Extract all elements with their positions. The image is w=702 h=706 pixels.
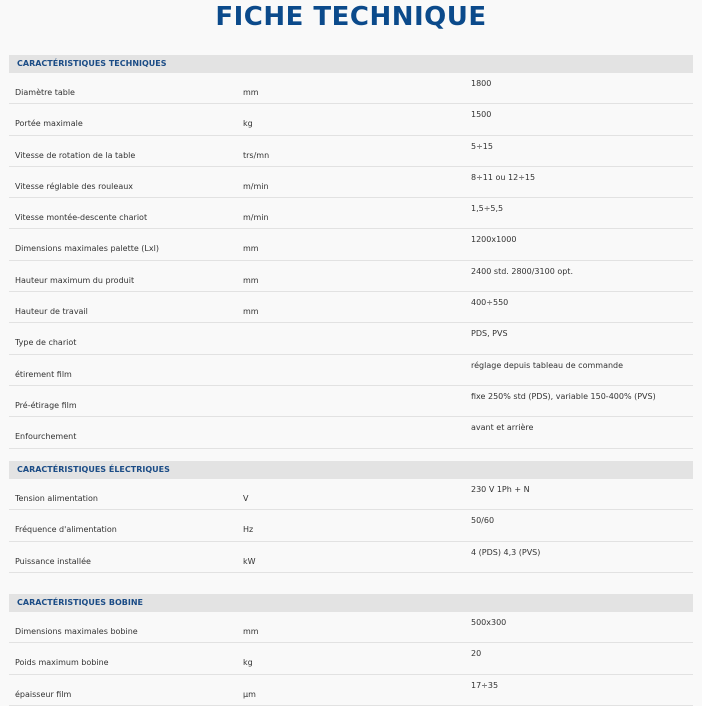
spec-label: étirement film [15, 369, 72, 379]
spec-unit: m/min [243, 213, 269, 223]
spec-unit: mm [243, 627, 259, 636]
spec-row [9, 229, 693, 260]
spec-value: 8÷11 ou 12÷15 [471, 172, 536, 182]
spec-value: réglage depuis tableau de commande [471, 360, 624, 370]
spec-label: Vitesse de rotation de la table [15, 150, 136, 160]
spec-value: avant et arrière [471, 423, 534, 433]
spec-row [9, 198, 693, 229]
spec-value: 5÷15 [471, 141, 493, 151]
spec-row [9, 675, 693, 706]
spec-label: Hauteur maximum du produit [15, 275, 135, 285]
spec-unit: mm [243, 244, 259, 254]
spec-value: 1500 [471, 110, 492, 120]
spec-value: 1200x1000 [471, 235, 517, 245]
spec-label: Vitesse réglable des rouleaux [15, 181, 134, 191]
spec-unit: m/min [243, 181, 269, 191]
spec-row [9, 261, 693, 292]
spec-value: 1800 [471, 79, 492, 88]
spec-label: épaisseur film [15, 689, 72, 699]
spec-row [9, 355, 693, 386]
spec-unit: kW [243, 556, 256, 566]
spec-value: 500x300 [471, 618, 507, 627]
spec-value: 17÷35 [471, 680, 499, 690]
spec-value: 50/60 [471, 516, 495, 526]
spec-unit: mm [243, 88, 259, 97]
section-heading: CARACTÉRISTIQUES ÉLECTRIQUES [9, 461, 693, 479]
spec-label: Tension alimentation [15, 494, 98, 503]
spec-unit: Hz [243, 525, 254, 535]
spec-label: Portée maximale [15, 119, 83, 129]
spec-row [9, 643, 693, 674]
spec-row [9, 292, 693, 323]
section-heading: CARACTÉRISTIQUES BOBINE [9, 594, 693, 612]
spec-row [9, 612, 693, 643]
spec-row [9, 510, 693, 541]
spec-unit: kg [243, 119, 253, 129]
spec-row [9, 386, 693, 417]
spec-value: 1,5÷5,5 [471, 204, 504, 214]
spec-label: Dimensions maximales palette (Lxl) [15, 244, 159, 254]
spec-row [9, 73, 693, 104]
spec-label: Dimensions maximales bobine [15, 627, 138, 636]
spec-row [9, 542, 693, 573]
spec-row [9, 136, 693, 167]
spec-label: Fréquence d'alimentation [15, 525, 117, 535]
section-coil [9, 594, 693, 706]
spec-unit: V [243, 494, 249, 503]
section-heading: CARACTÉRISTIQUES TECHNIQUES [9, 55, 693, 73]
spec-row [9, 323, 693, 354]
page-title: FICHE TECHNIQUE [215, 2, 487, 32]
spec-label: Puissance installée [15, 556, 91, 566]
spec-value: 4 (PDS) 4,3 (PVS) [471, 547, 541, 557]
spec-row [9, 104, 693, 135]
spec-label: Enfourchement [15, 432, 77, 442]
spec-label: Diamètre table [15, 88, 75, 97]
spec-value: 2400 std. 2800/3100 opt. [471, 266, 573, 276]
spec-label: Vitesse montée-descente chariot [15, 213, 148, 223]
spec-row [9, 167, 693, 198]
spec-value: 400÷550 [471, 298, 509, 308]
spec-row [9, 417, 693, 448]
spec-value: 20 [471, 649, 482, 659]
spec-value: fixe 250% std (PDS), variable 150-400% (PVS) [471, 391, 656, 401]
spec-label: Poids maximum bobine [15, 658, 109, 668]
section-technical [9, 55, 693, 449]
spec-row [9, 479, 693, 510]
spec-label: Type de chariot [15, 338, 77, 348]
spec-unit: mm [243, 275, 259, 285]
spec-unit: µm [243, 689, 256, 699]
spec-unit: trs/mn [243, 150, 270, 160]
spec-value: PDS, PVS [471, 329, 508, 339]
spec-value: 230 V 1Ph + N [471, 485, 530, 494]
spec-unit: mm [243, 307, 259, 317]
spec-label: Pré-étirage film [15, 400, 77, 410]
spec-label: Hauteur de travail [15, 307, 88, 317]
section-electrical [9, 461, 693, 573]
spec-unit: kg [243, 658, 253, 668]
